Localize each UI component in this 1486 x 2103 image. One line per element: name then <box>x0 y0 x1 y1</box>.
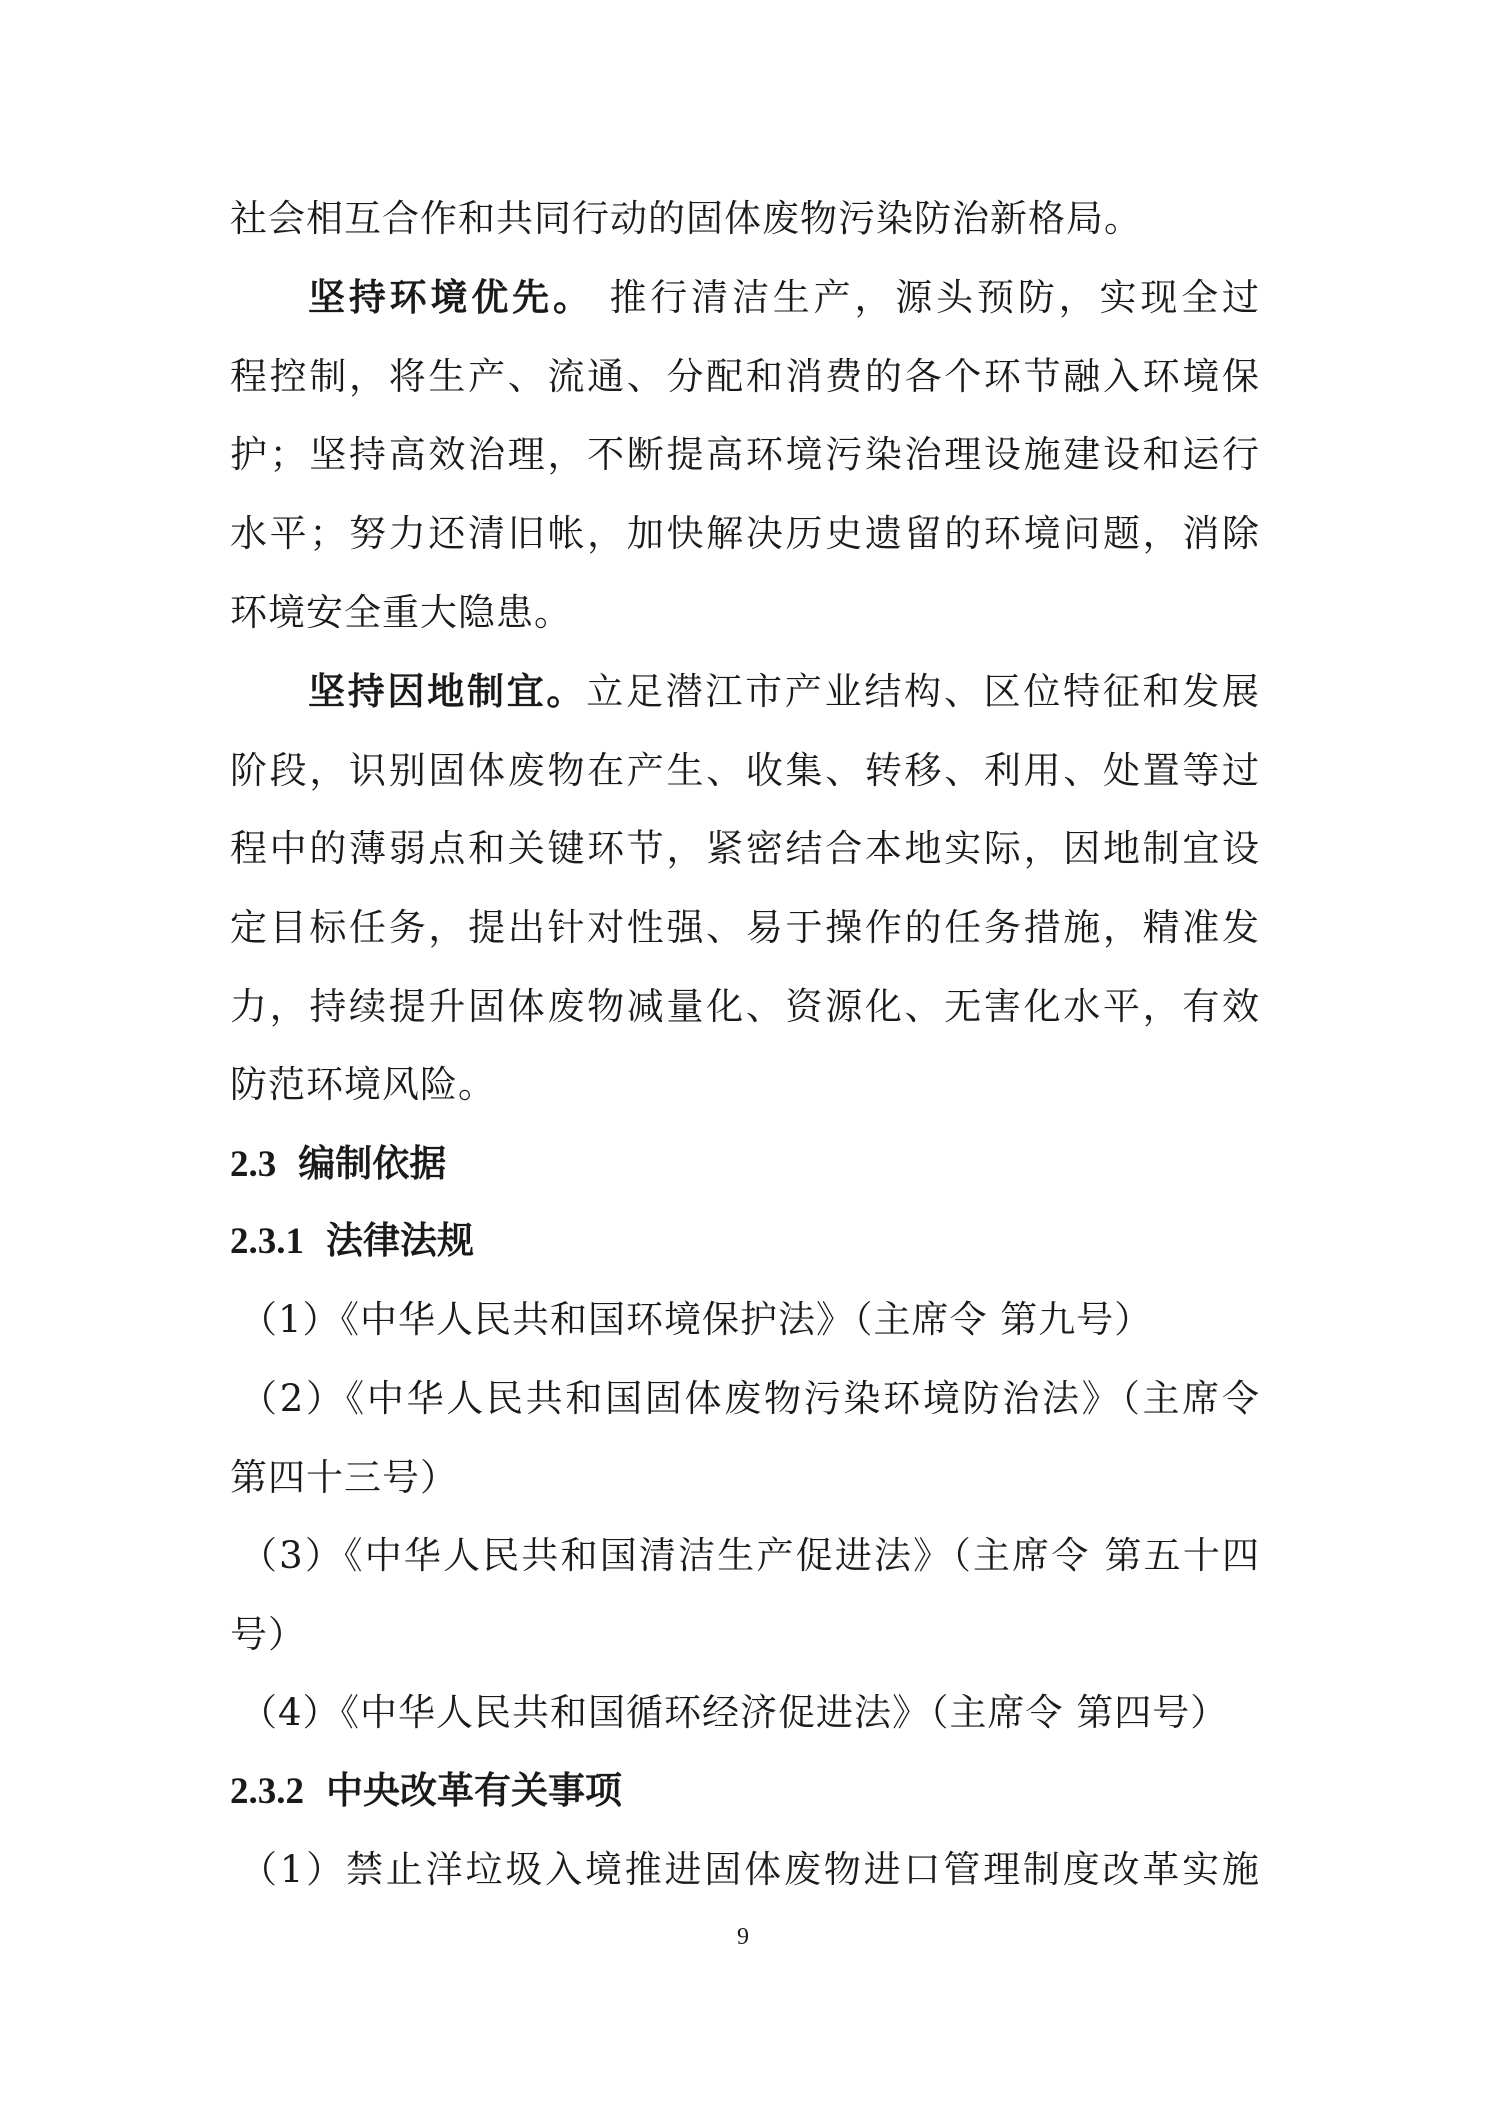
law-item-continued: 第四十三号） <box>230 1456 458 1499</box>
law-item: （3）《中华人民共和国清洁生产促进法》（主席令 第五十四 <box>240 1534 1260 1577</box>
heading-text: 编制依据 <box>298 1141 447 1185</box>
subsection-heading <box>230 1768 622 1812</box>
paragraph-line: 社会相互合作和共同行动的固体废物污染防治新格局。 <box>230 197 1142 240</box>
reform-item: （1）禁止洋垃圾入境推进固体废物进口管理制度改革实施 <box>240 1848 1260 1891</box>
page-number: 9 <box>737 1924 749 1950</box>
paragraph-text: 立足潜江市产业结构、区位特征和发展 <box>586 670 1261 713</box>
subsection-heading <box>230 1218 474 1262</box>
law-item: （2）《中华人民共和国固体废物污染环境防治法》（主席令 <box>240 1377 1260 1420</box>
law-item: （4）《中华人民共和国循环经济促进法》（主席令 第四号） <box>240 1691 1229 1734</box>
paragraph-line: 护；坚持高效治理，不断提高环境污染治理设施建设和运行 <box>230 433 1260 476</box>
heading-number: 2.3.1 <box>230 1221 304 1262</box>
principle-label: 坚持环境优先。 <box>308 275 594 319</box>
heading-number: 2.3.2 <box>230 1771 304 1812</box>
heading-text: 法律法规 <box>326 1218 474 1262</box>
paragraph-line: 防范环境风险。 <box>230 1063 496 1106</box>
section-heading <box>230 1141 447 1185</box>
heading-number: 2.3 <box>230 1144 277 1185</box>
paragraph-line: 力，持续提升固体废物减量化、资源化、无害化水平，有效 <box>230 985 1260 1028</box>
paragraph-line: 程控制，将生产、流通、分配和消费的各个环节融入环境保 <box>230 355 1260 398</box>
paragraph-line: 阶段，识别固体废物在产生、收集、转移、利用、处置等过 <box>230 749 1260 792</box>
law-item-continued: 号） <box>230 1613 306 1656</box>
paragraph-line: 环境安全重大隐患。 <box>230 591 572 634</box>
paragraph-line: 定目标任务，提出针对性强、易于操作的任务措施，精准发 <box>230 906 1260 949</box>
heading-text: 中央改革有关事项 <box>326 1768 622 1812</box>
paragraph-text: 推行清洁生产，源头预防，实现全过 <box>593 276 1261 319</box>
paragraph-line <box>308 275 1261 319</box>
law-item: （1）《中华人民共和国环境保护法》（主席令 第九号） <box>240 1298 1153 1341</box>
paragraph-line: 程中的薄弱点和关键环节，紧密结合本地实际，因地制宜设 <box>230 827 1260 870</box>
paragraph-line <box>308 669 1261 713</box>
paragraph-line: 水平；努力还清旧帐，加快解决历史遗留的环境问题，消除 <box>230 512 1260 555</box>
principle-label: 坚持因地制宜。 <box>308 669 587 713</box>
